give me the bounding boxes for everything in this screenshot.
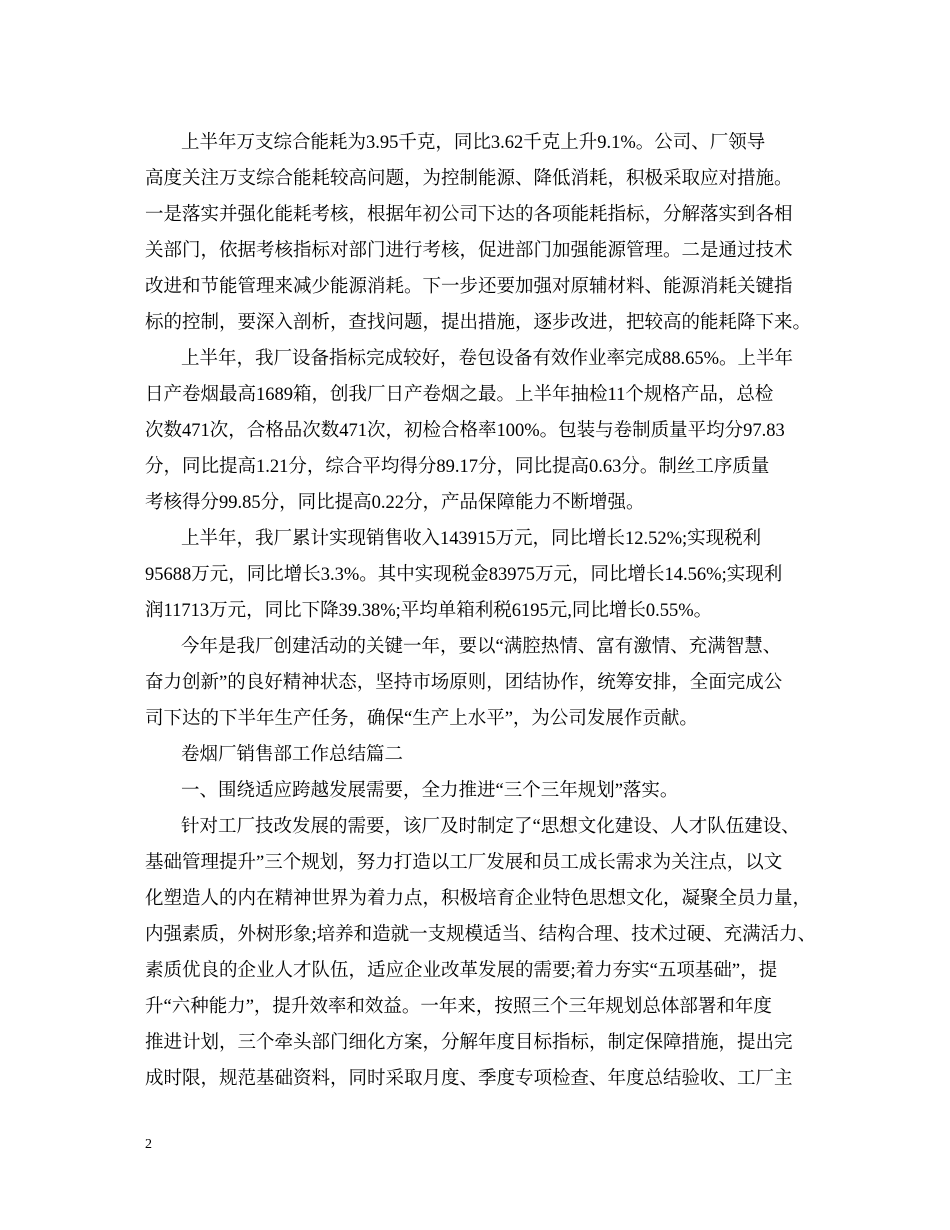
text-line: 分，同比提高1.21分，综合平均得分89.17分，同比提高0.63分。制丝工序质量 xyxy=(145,457,770,477)
text-line: 今年是我厂创建活动的关键一年，要以“满腔热情、富有激情、充满智慧、 xyxy=(181,637,782,657)
text-line: 内强素质，外树形象;培养和造就一支规模适当、结构合理、技术过硬、充满活力、 xyxy=(145,925,817,945)
paragraph-three-year-plan xyxy=(145,809,845,1097)
text-line: 基础管理提升”三个规划，努力打造以工厂发展和员工成长需求为关注点，以文 xyxy=(145,853,783,873)
text-line: 上半年，我厂累计实现销售收入143915万元，同比增长12.52%;实现税利 xyxy=(181,529,762,549)
text-line: 成时限，规范基础资料，同时采取月度、季度专项检查、年度总结验收、工厂主 xyxy=(145,1069,793,1089)
text-line: 次数471次，合格品次数471次，初检合格率100%。包装与卷制质量平均分97.83 xyxy=(145,421,785,441)
text-line: 改进和节能管理来减少能源消耗。下一步还要加强对原辅材料、能源消耗关键指 xyxy=(145,277,793,297)
text-line: 上半年，我厂设备指标完成较好，卷包设备有效作业率完成88.65%。上半年 xyxy=(181,349,794,369)
text-line: 95688万元，同比增长3.3%。其中实现税金83975万元，同比增长14.56%;实现利 xyxy=(145,565,783,585)
subsection-heading xyxy=(145,773,845,809)
paragraph-energy-consumption xyxy=(145,125,845,341)
text-line: 素质优良的企业人才队伍，适应企业改革发展的需要;着力夯实“五项基础”，提 xyxy=(145,961,778,981)
text-line: 日产卷烟最高1689箱，创我厂日产卷烟之最。上半年抽检11个规格产品，总检 xyxy=(145,385,774,405)
paragraph-equipment-quality xyxy=(145,341,845,521)
paragraph-sales-revenue xyxy=(145,521,845,629)
text-line: 升“六种能力”，提升效率和效益。一年来，按照三个三年规划总体部署和年度 xyxy=(145,997,772,1017)
text-line: 化塑造人的内在精神世界为着力点，积极培育企业特色思想文化，凝聚全员力量， xyxy=(145,889,812,909)
text-line: 奋力创新”的良好精神状态，坚持市场原则，团结协作，统筹安排，全面完成公 xyxy=(145,673,783,693)
subsection-title: 一、围绕适应跨越发展需要，全力推进“三个三年规划”落实。 xyxy=(181,781,679,801)
text-line: 推进计划，三个牵头部门细化方案，分解年度目标指标，制定保障措施，提出完 xyxy=(145,1033,793,1053)
text-line: 标的控制，要深入剖析，查找问题，提出措施，逐步改进，把较高的能耗降下来。 xyxy=(145,313,812,333)
text-line: 高度关注万支综合能耗较高问题，为控制能源、降低消耗，积极采取应对措施。 xyxy=(145,169,793,189)
section-heading xyxy=(145,737,845,773)
text-line: 考核得分99.85分，同比提高0.22分，产品保障能力不断增强。 xyxy=(145,493,645,513)
page-number: 2 xyxy=(145,1137,152,1152)
document-body xyxy=(145,125,845,1097)
text-line: 关部门，依据考核指标对部门进行考核，促进部门加强能源管理。二是通过技术 xyxy=(145,241,793,261)
text-line: 一是落实并强化能耗考核，根据年初公司下达的各项能耗指标，分解落实到各相 xyxy=(145,205,793,225)
text-line: 润11713万元，同比下降39.38%;平均单箱利税6195元,同比增长0.55%。 xyxy=(145,601,713,621)
text-line: 上半年万支综合能耗为3.95千克，同比3.62千克上升9.1%。公司、厂领导 xyxy=(181,133,766,153)
paragraph-annual-goal xyxy=(145,629,845,737)
text-line: 司下达的下半年生产任务，确保“生产上水平”，为公司发展作贡献。 xyxy=(145,709,698,729)
section-title: 卷烟厂销售部工作总结篇二 xyxy=(181,745,404,765)
text-line: 针对工厂技改发展的需要，该厂及时制定了“思想文化建设、人才队伍建设、 xyxy=(181,817,800,837)
